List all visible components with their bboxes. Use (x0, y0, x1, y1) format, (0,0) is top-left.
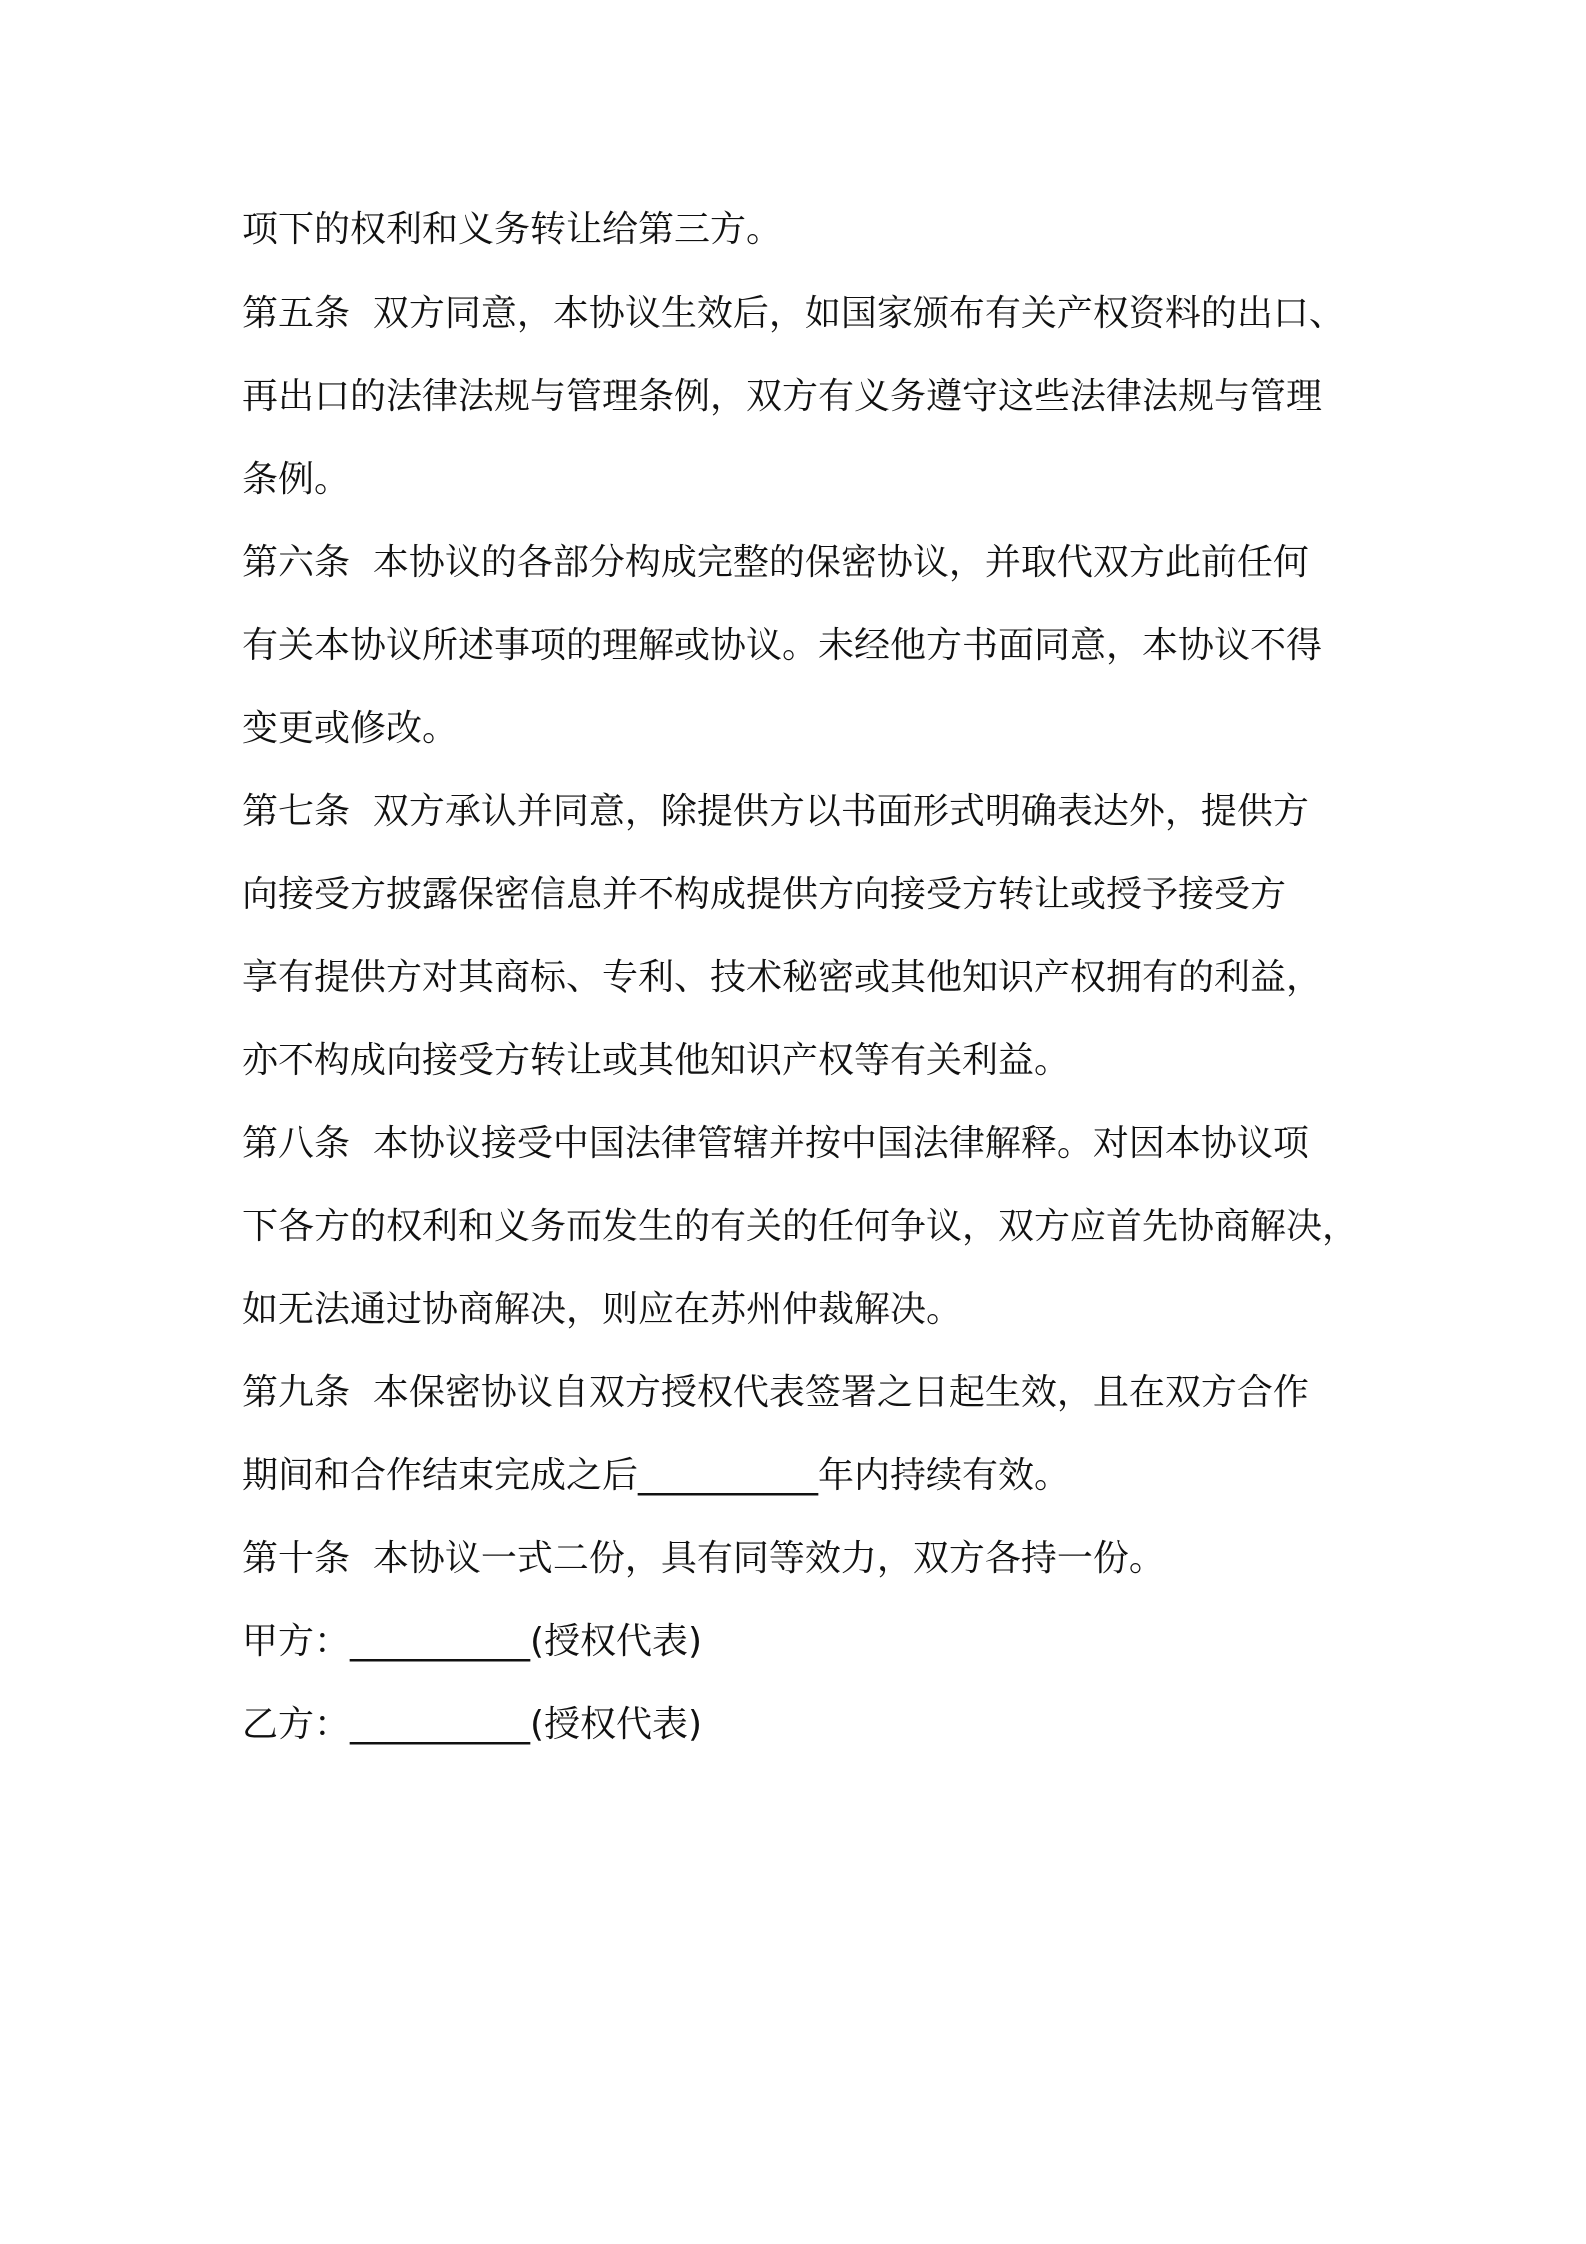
article-10-line: 第十条 本协议一式二份，具有同等效力，双方各持一份。 (242, 1538, 1165, 1579)
party-a-signature-line: 甲方：__________(授权代表) (242, 1621, 703, 1662)
text-line: 如无法通过协商解决，则应在苏州仲裁解决。 (242, 1289, 963, 1330)
text-line: 期间和合作结束完成之后__________年内持续有效。 (242, 1455, 1071, 1496)
text-line: 变更或修改。 (242, 708, 459, 749)
text-line: 项下的权利和义务转让给第三方。 (242, 209, 783, 250)
text-line: 亦不构成向接受方转让或其他知识产权等有关利益。 (242, 1040, 1071, 1081)
article-5-line: 第五条 双方同意，本协议生效后，如国家颁布有关产权资料的出口、 (242, 293, 1345, 334)
text-line: 条例。 (242, 459, 351, 500)
article-6-line: 第六条 本协议的各部分构成完整的保密协议，并取代双方此前任何 (242, 542, 1309, 583)
article-9-line: 第九条 本保密协议自双方授权代表签署之日起生效，且在双方合作 (242, 1372, 1309, 1413)
text-line: 向接受方披露保密信息并不构成提供方向接受方转让或授予接受方 (242, 874, 1287, 915)
text-line: 有关本协议所述事项的理解或协议。未经他方书面同意，本协议不得 (242, 625, 1323, 666)
text-line: 下各方的权利和义务而发生的有关的任何争议，双方应首先协商解决， (242, 1206, 1359, 1247)
party-b-signature-line: 乙方：__________(授权代表) (242, 1704, 703, 1745)
article-8-line: 第八条 本协议接受中国法律管辖并按中国法律解释。对因本协议项 (242, 1123, 1309, 1164)
article-7-line: 第七条 双方承认并同意，除提供方以书面形式明确表达外，提供方 (242, 791, 1309, 832)
text-line: 再出口的法律法规与管理条例，双方有义务遵守这些法律法规与管理 (242, 376, 1323, 417)
text-line: 享有提供方对其商标、专利、技术秘密或其他知识产权拥有的利益， (242, 957, 1323, 998)
